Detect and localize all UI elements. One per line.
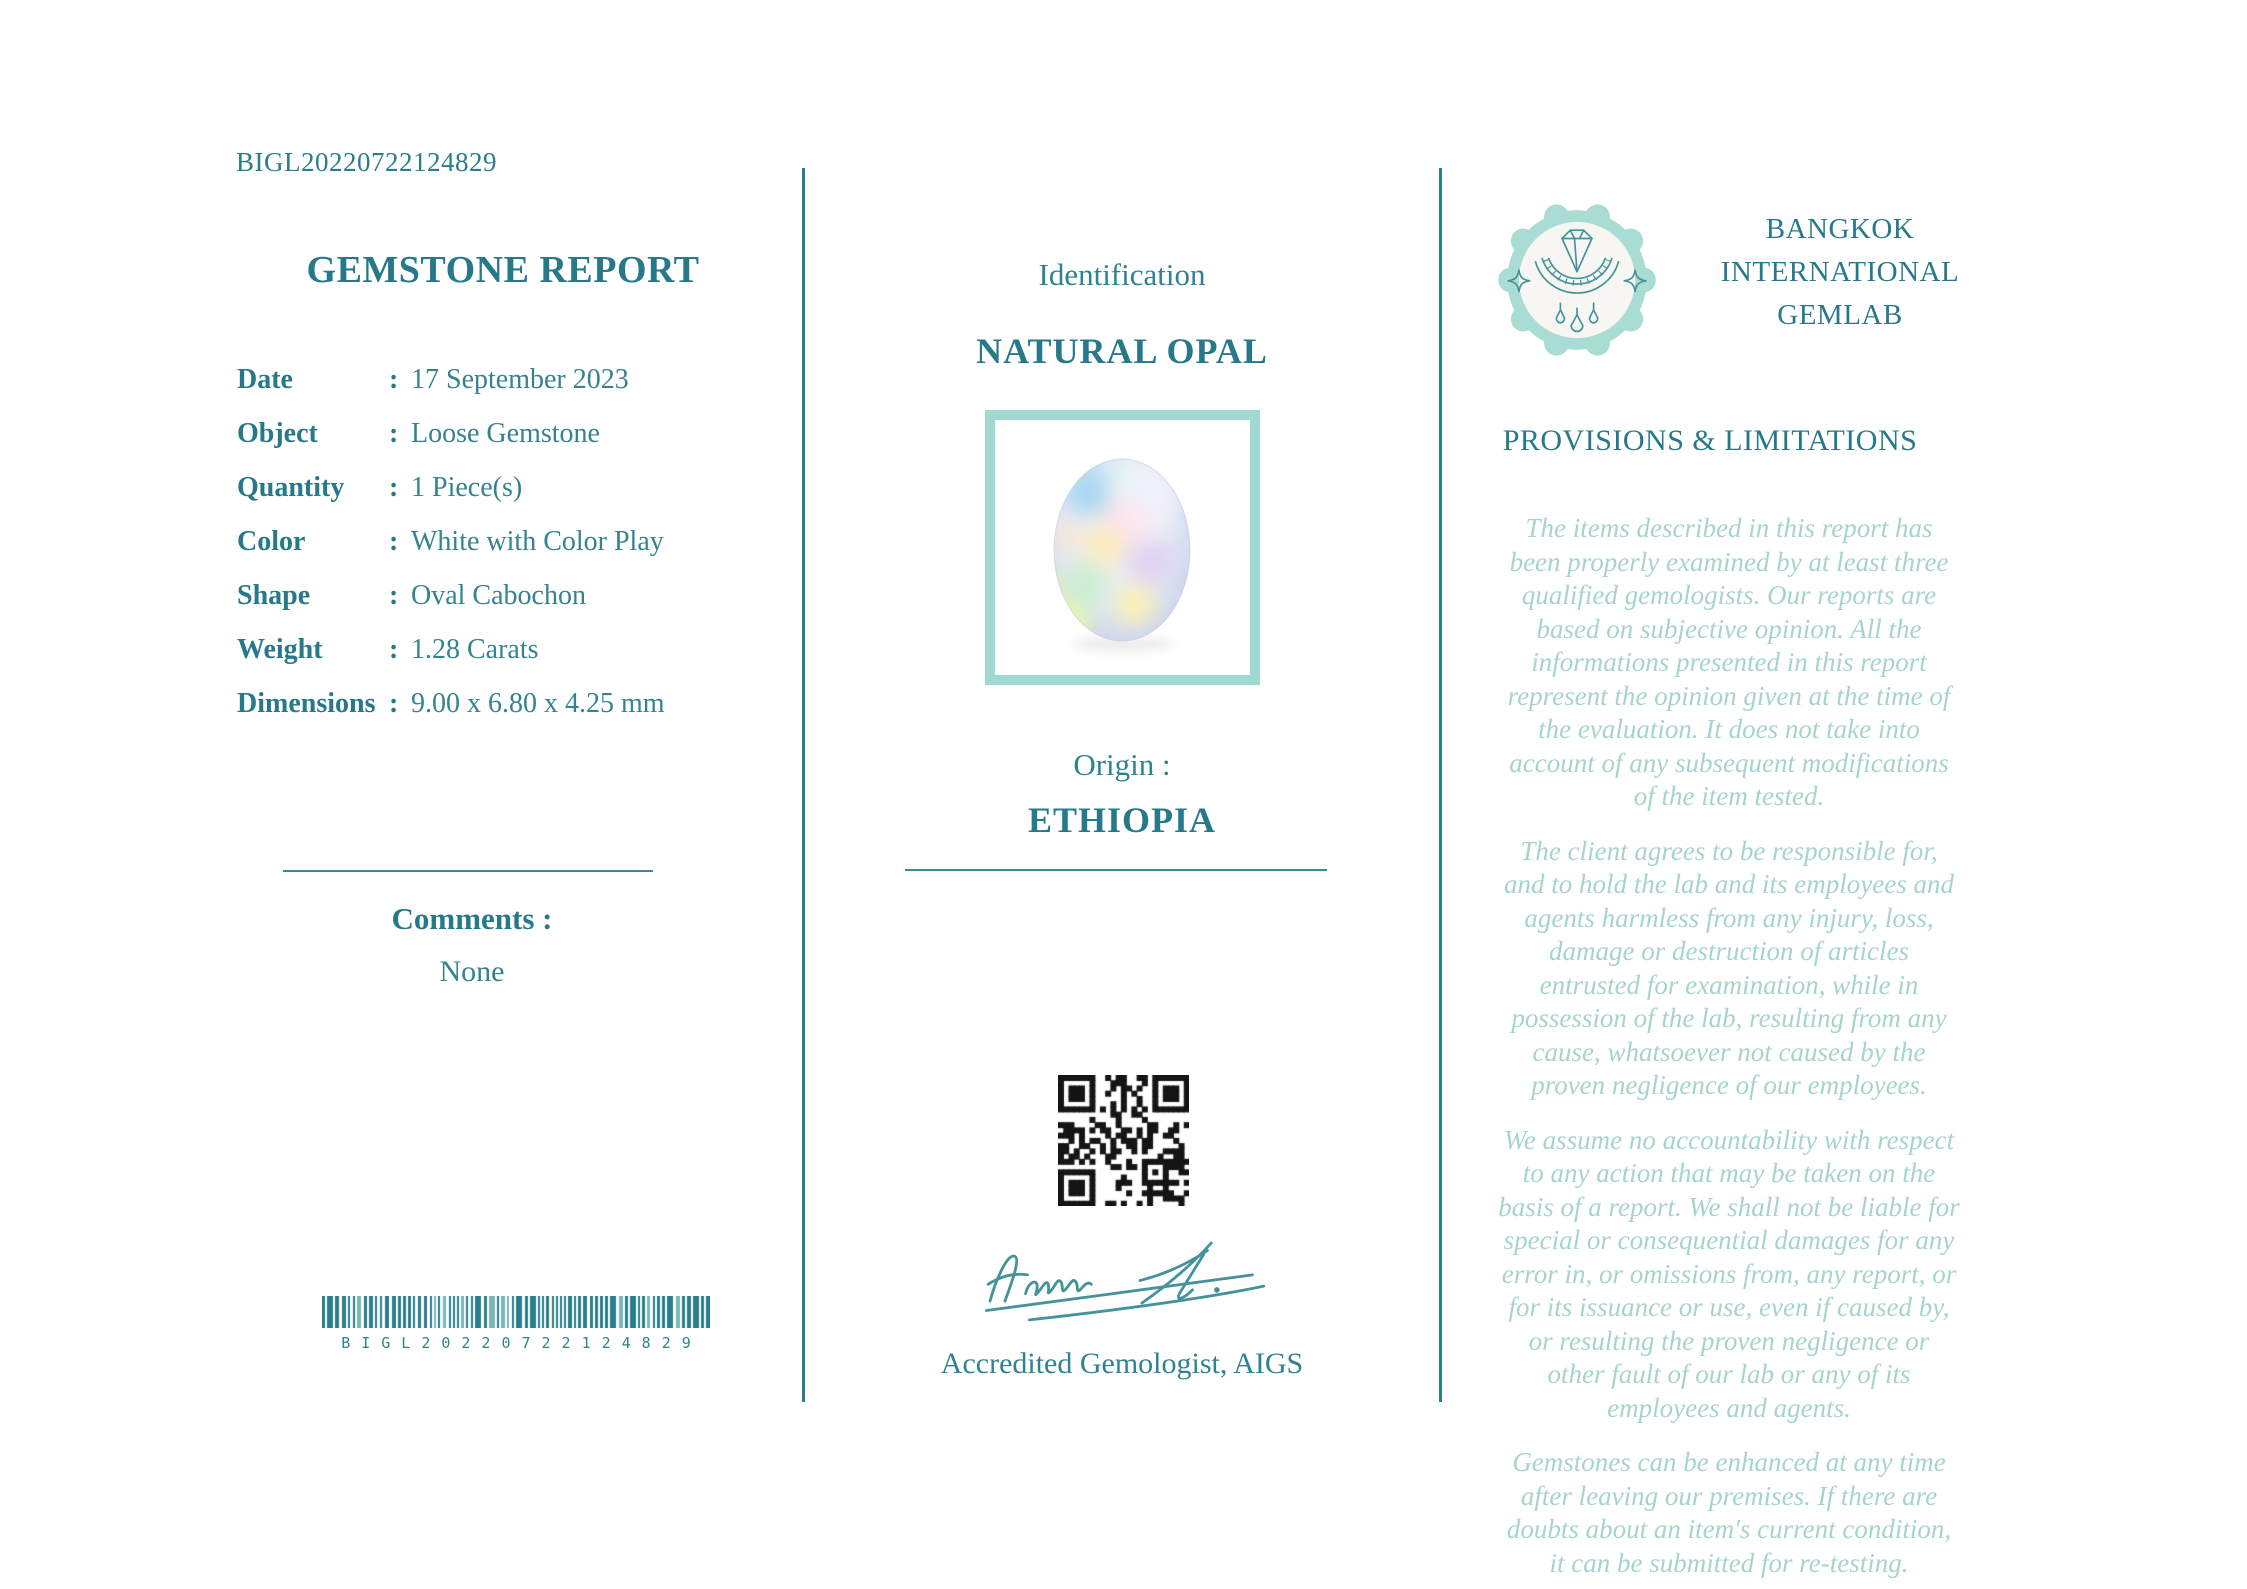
gemstone-photo-frame	[985, 410, 1260, 685]
lab-name-line: BANGKOK	[1765, 213, 1915, 245]
detail-label: Color	[237, 526, 306, 557]
lab-name-line: GEMLAB	[1777, 299, 1903, 331]
provision-paragraph: The client agrees to be responsible for, and to hold the lab and its employees and agents harmless from any injury, loss, damage or destruction of articles entrusted for examination, while in possession of the lab, resulting from any cause, whatsoever not caused by the proven negligence of our employees.	[1504, 835, 1954, 1100]
detail-value: 9.00 x 6.80 x 4.25 mm	[411, 688, 665, 719]
detail-row-shape	[237, 580, 723, 634]
comments-divider	[283, 870, 653, 872]
signature-icon	[975, 1228, 1275, 1333]
detail-value: 17 September 2023	[411, 364, 629, 395]
species-name: NATURAL OPAL	[976, 331, 1268, 371]
provision-paragraph: Gemstones can be enhanced at any time after leaving our premises. If there are doubts about an item's current condition, it can be submitted for re-testing.	[1506, 1447, 1952, 1578]
barcode-text: BIGL20220722124829	[341, 1334, 702, 1352]
detail-label: Date	[237, 364, 293, 395]
detail-separator: :	[389, 634, 399, 665]
signature	[975, 1228, 1275, 1333]
detail-label: Dimensions	[237, 688, 376, 719]
detail-row-object	[237, 418, 723, 472]
detail-row-quantity	[237, 472, 723, 526]
column-divider-left	[802, 168, 805, 1402]
column-divider-right	[1439, 168, 1442, 1402]
detail-value: White with Color Play	[411, 526, 664, 557]
detail-value: 1 Piece(s)	[411, 472, 523, 503]
lab-name-line: INTERNATIONAL	[1720, 256, 1960, 288]
detail-label: Object	[237, 418, 318, 449]
provisions-text	[1497, 512, 1961, 1589]
detail-separator: :	[389, 364, 399, 395]
detail-separator: :	[389, 472, 399, 503]
qr-code	[1058, 1075, 1189, 1206]
detail-row-dimensions	[237, 688, 723, 742]
detail-row-weight	[237, 634, 723, 688]
provision-paragraph: We assume no accountability with respect to any action that may be taken on the basis of a report. We shall not be liable for special or consequential damages for any error in, or omissions from, any report, or for its issuance or use, even if caused by, or resulting the proven negligence or other fault of our lab or any of its employees and agents.	[1498, 1124, 1960, 1423]
origin-label: Origin :	[1073, 747, 1171, 782]
comments-label: Comments :	[391, 901, 553, 936]
report-number: BIGL20220722124829	[236, 147, 497, 177]
detail-separator: :	[389, 526, 399, 557]
detail-value: 1.28 Carats	[411, 634, 539, 665]
origin-value: ETHIOPIA	[1027, 800, 1217, 840]
provisions-title: PROVISIONS & LIMITATIONS	[1502, 424, 1918, 457]
opal-photo	[995, 420, 1250, 675]
detail-value: Loose Gemstone	[411, 418, 600, 449]
lab-name	[1668, 208, 2012, 337]
identification-label: Identification	[1038, 257, 1206, 292]
comments-value: None	[439, 955, 505, 988]
report-details	[237, 364, 723, 742]
detail-value: Oval Cabochon	[411, 580, 586, 611]
barcode-bars	[322, 1296, 710, 1328]
page-title: GEMSTONE REPORT	[306, 249, 700, 291]
barcode	[322, 1296, 710, 1352]
detail-separator: :	[389, 580, 399, 611]
qr-code-image	[1058, 1075, 1189, 1206]
detail-row-date	[237, 364, 723, 418]
detail-separator: :	[389, 418, 399, 449]
detail-label: Quantity	[237, 472, 345, 503]
middle-divider	[905, 869, 1327, 871]
gemlab-logo-icon	[1494, 197, 1660, 363]
detail-separator: :	[389, 688, 399, 719]
detail-label: Shape	[237, 580, 311, 611]
provision-paragraph: The items described in this report has been properly examined by at least three qualified gemologists. Our reports are based on subjective opinion. All the informations presented in this report represent the opinion given at the time of the evaluation. It does not take into account of any subsequent modifications of the item tested.	[1507, 513, 1951, 811]
gemologist-line: Accredited Gemologist, AIGS	[940, 1347, 1304, 1380]
detail-row-color	[237, 526, 723, 580]
detail-label: Weight	[237, 634, 323, 665]
